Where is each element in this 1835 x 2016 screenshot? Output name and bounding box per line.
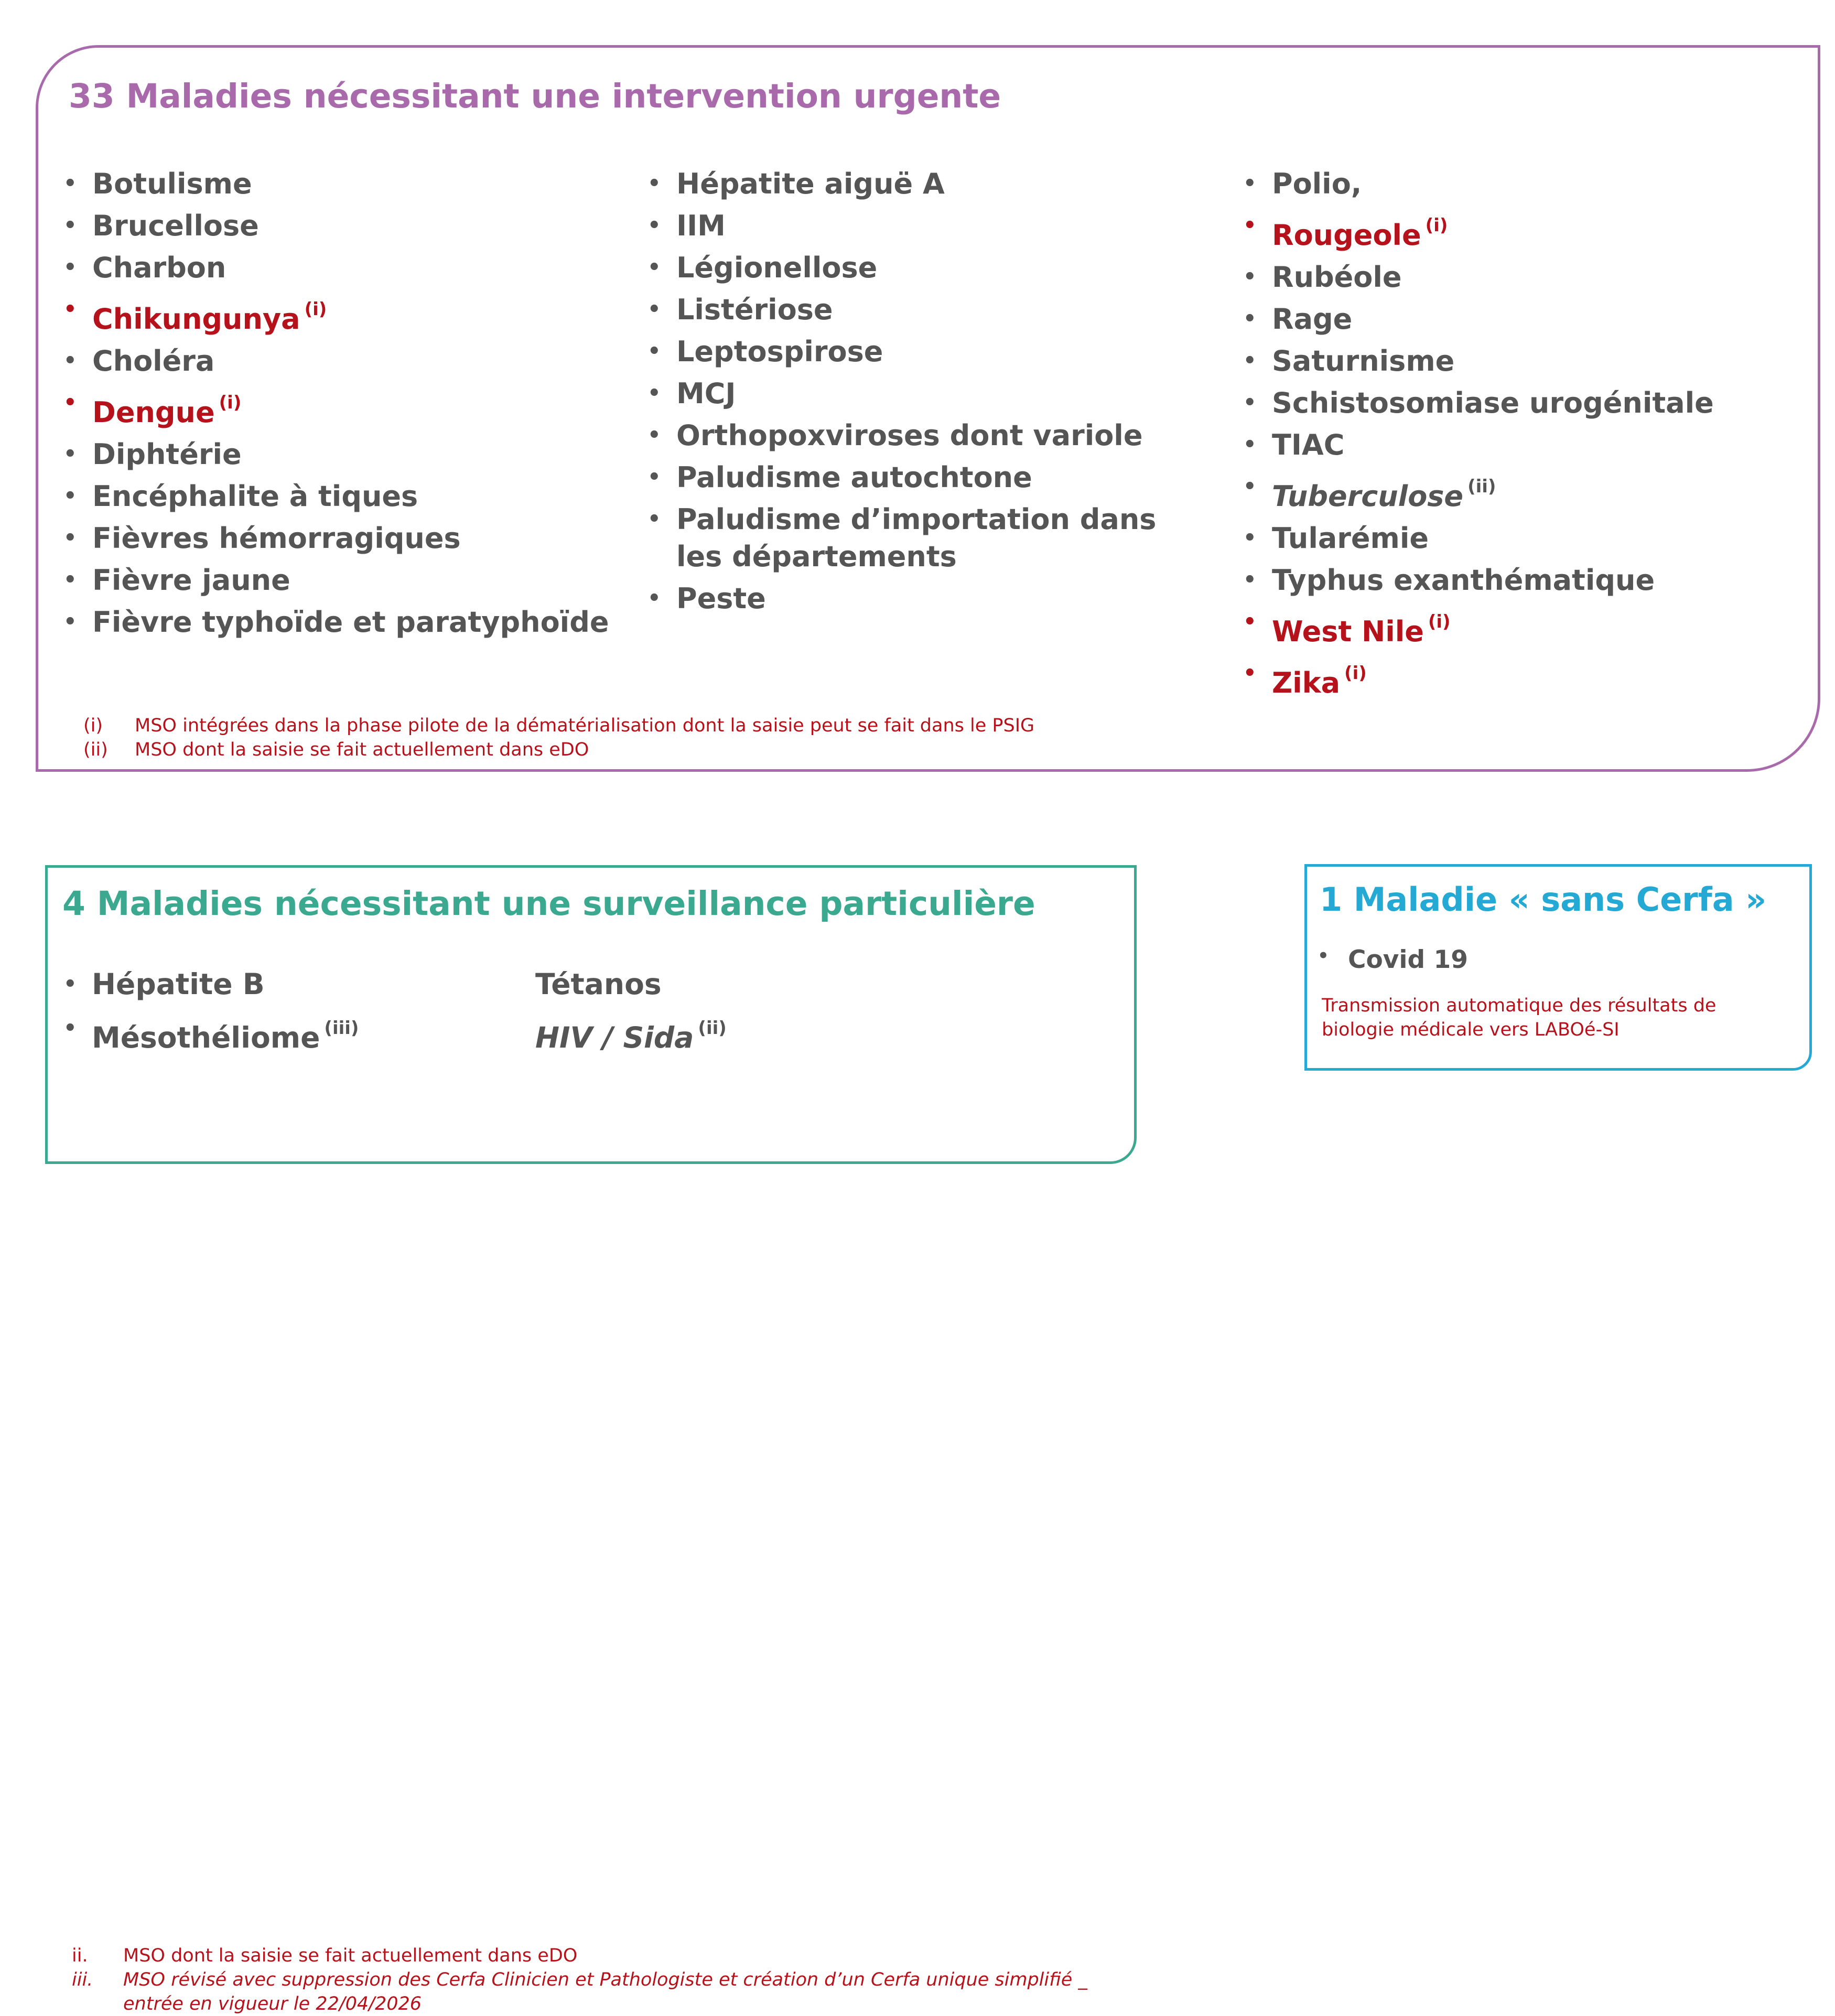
disease-label: Diphtérie	[92, 438, 242, 471]
disease-item	[63, 249, 614, 286]
disease-label: Hépatite B	[92, 967, 265, 1001]
disease-item	[1243, 468, 1794, 515]
disease-item	[63, 342, 614, 380]
footnote-ref: (i)	[1425, 215, 1448, 236]
disease-item	[63, 520, 614, 557]
disease-item	[63, 384, 614, 431]
disease-item	[647, 375, 1172, 412]
disease-label: Encéphalite à tiques	[92, 480, 418, 513]
disease-label: Botulisme	[92, 167, 252, 200]
disease-item	[1243, 384, 1794, 422]
disease-item	[63, 207, 614, 244]
disease-label: Mésothéliome	[92, 1021, 320, 1054]
footnote	[83, 738, 1034, 762]
disease-label: Listériose	[676, 293, 833, 326]
disease-item	[63, 291, 614, 338]
footnote-ref: (i)	[1428, 611, 1451, 632]
disease-item	[647, 165, 1172, 202]
disease-item	[647, 333, 1172, 370]
disease-item	[63, 562, 614, 599]
footnote-ref: (ii)	[698, 1018, 727, 1039]
disease-item	[63, 436, 614, 473]
disease-label: Paludisme autochtone	[676, 461, 1032, 494]
footnote-text: MSO intégrées dans la phase pilote de la dématérialisation dont la saisie peut se fait dans le PSIG	[135, 715, 1035, 736]
disease-item	[1243, 207, 1794, 254]
disease-item	[1243, 165, 1794, 202]
disease-label: Leptospirose	[676, 335, 883, 368]
disease-label: Schistosomiase urogénitale	[1272, 386, 1714, 419]
disease-item	[647, 291, 1172, 328]
disease-label: Rubéole	[1272, 261, 1402, 294]
disease-label: Fièvre typhoïde et paratyphoïde	[92, 606, 609, 639]
footnote-ref: (iii)	[324, 1018, 359, 1039]
disease-label: HIV / Sida	[535, 1021, 694, 1054]
disease-label: Polio,	[1272, 167, 1362, 200]
disease-item	[63, 603, 614, 641]
disease-label: Rougeole	[1272, 219, 1421, 252]
disease-item	[63, 1006, 359, 1060]
disease-label: Charbon	[92, 251, 226, 284]
disease-label: IIM	[676, 209, 726, 242]
disease-item	[1243, 300, 1794, 338]
footnote-ref: (i)	[1344, 663, 1367, 684]
disease-label: Tularémie	[1272, 522, 1429, 555]
urgent-column-1	[63, 165, 614, 645]
footnote-text: MSO dont la saisie se fait actuellement dans eDO	[135, 739, 589, 760]
footnote-marker: ii.	[72, 1945, 88, 1966]
footnote-text: MSO dont la saisie se fait actuellement dans eDO	[123, 1945, 578, 1966]
disease-label: Saturnisme	[1272, 344, 1455, 378]
sans-cerfa-panel	[1304, 864, 1812, 1071]
disease-item	[647, 207, 1172, 244]
disease-label: Tuberculose	[1272, 480, 1464, 513]
footnote	[72, 1944, 1110, 1968]
disease-label: Orthopoxviroses dont variole	[676, 419, 1143, 452]
disease-item	[647, 459, 1172, 496]
disease-label: Zika	[1272, 666, 1341, 699]
urgent-column-3	[1243, 165, 1794, 706]
disease-item	[647, 501, 1172, 575]
disease-label: Typhus exanthématique	[1272, 564, 1655, 597]
disease-item	[1243, 426, 1794, 463]
surveillance-diseases-panel	[45, 865, 1137, 2014]
footnote-ref: (ii)	[1467, 476, 1496, 497]
footnote	[83, 714, 1034, 738]
disease-label: MCJ	[676, 377, 736, 410]
urgent-footnotes	[83, 714, 1034, 762]
sans-cerfa-list	[1318, 945, 1468, 974]
disease-item	[63, 962, 359, 1006]
urgent-column-2	[647, 165, 1172, 622]
disease-item	[63, 165, 614, 202]
disease-item	[647, 580, 1172, 617]
urgent-diseases-title: 33 Maladies nécessitant une intervention urgente	[69, 77, 1001, 115]
disease-label: Légionellose	[676, 251, 878, 284]
disease-item	[1243, 655, 1794, 702]
surveillance-column-2	[535, 962, 727, 1060]
disease-item	[1243, 603, 1794, 650]
disease-label: Rage	[1272, 303, 1353, 336]
disease-item	[647, 249, 1172, 286]
footnote-ref: (i)	[304, 299, 327, 320]
disease-item	[1243, 342, 1794, 380]
disease-label: Fièvres hémorragiques	[92, 522, 461, 555]
footnote-ref: (i)	[219, 392, 242, 413]
footnote	[72, 1968, 1110, 2016]
disease-item	[63, 478, 614, 515]
disease-label: Brucellose	[92, 209, 259, 242]
disease-label: Dengue	[92, 396, 215, 429]
disease-label: Peste	[676, 582, 766, 615]
sans-cerfa-title: 1 Maladie « sans Cerfa »	[1320, 880, 1767, 919]
disease-item	[647, 417, 1172, 454]
disease-item: • Covid 19	[1318, 945, 1468, 974]
disease-label: Choléra	[92, 344, 215, 378]
surveillance-diseases-title: 4 Maladies nécessitant une surveillance particulière	[62, 885, 1035, 923]
sans-cerfa-note: Transmission automatique des résultats de biologie médicale vers LABOé-SI	[1322, 995, 1717, 1040]
urgent-diseases-panel	[36, 45, 1820, 772]
footnote-text: MSO révisé avec suppression des Cerfa Clinicien et Pathologiste et création d’un Cerfa unique simplifié _ entrée en vigueur le 22/04/2026	[123, 1969, 1087, 2014]
disease-item	[1243, 520, 1794, 557]
disease-label: Chikungunya	[92, 303, 300, 336]
footnote-marker: (ii)	[83, 739, 108, 760]
disease-item	[1243, 562, 1794, 599]
disease-label: TIAC	[1272, 428, 1345, 461]
surveillance-column-1	[63, 962, 359, 1060]
disease-item	[535, 1006, 727, 1060]
footnote-marker: (i)	[83, 715, 103, 736]
footnote-marker: iii.	[72, 1969, 93, 1990]
surveillance-footnotes	[72, 1944, 1110, 2016]
disease-item	[1243, 258, 1794, 296]
disease-item	[535, 962, 727, 1006]
disease-label: Hépatite aiguë A	[676, 167, 945, 200]
disease-label: Fièvre jaune	[92, 564, 290, 597]
disease-label: Paludisme d’importation dans les départements	[676, 503, 1157, 573]
disease-label: Tétanos	[535, 967, 662, 1001]
disease-label: West Nile	[1272, 615, 1424, 648]
